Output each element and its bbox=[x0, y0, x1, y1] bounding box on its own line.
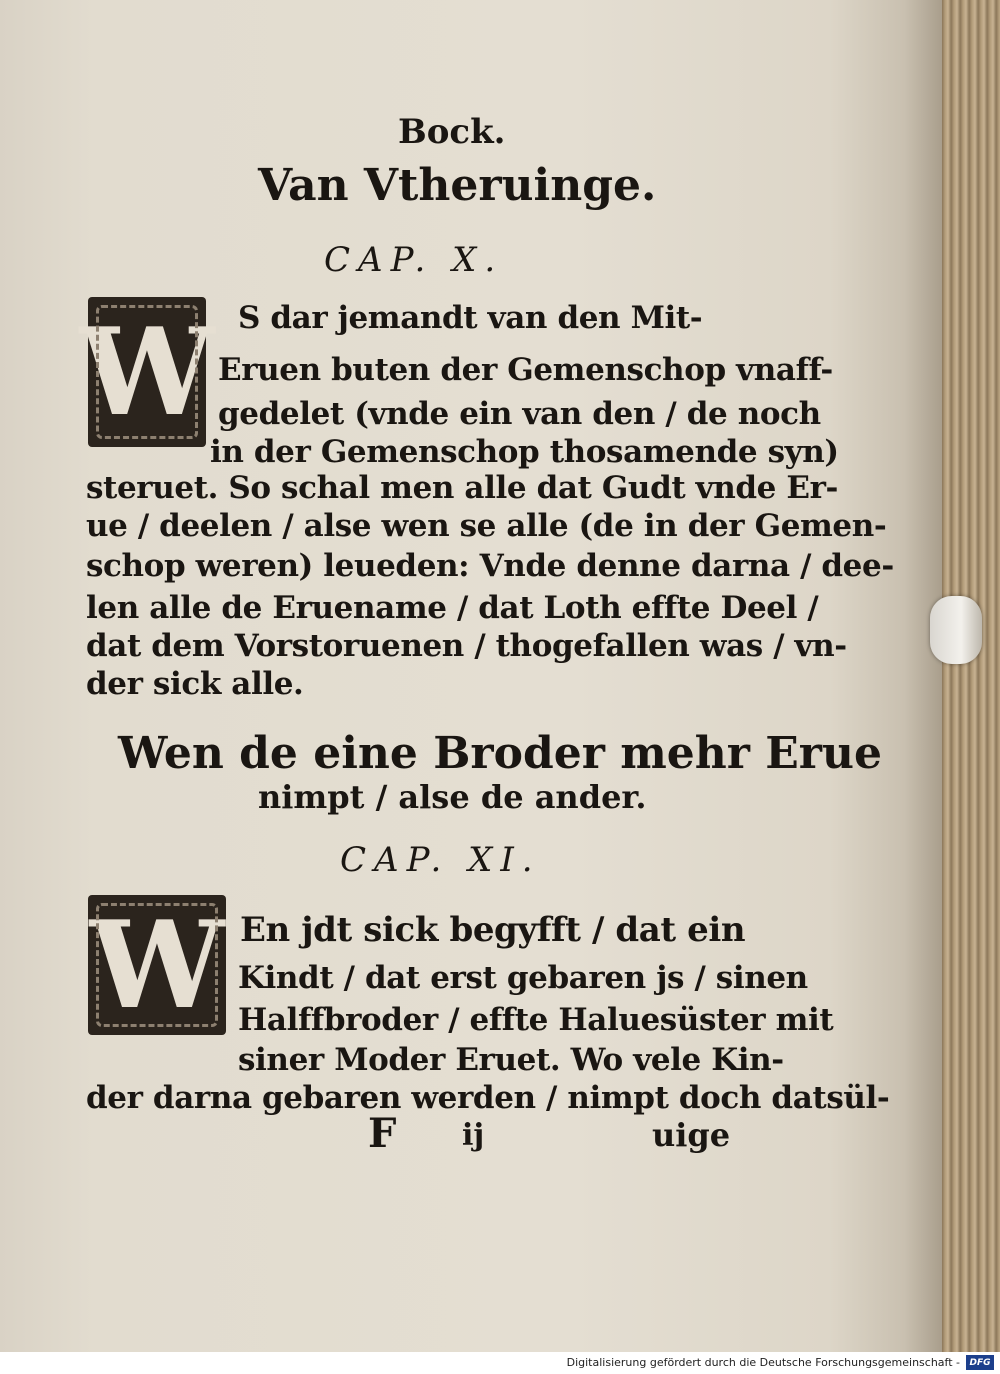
text-line: steruet. So schal men alle dat Gudt vnde Er- bbox=[86, 470, 839, 506]
credit-bar bbox=[0, 1352, 1000, 1374]
text-line: dat dem Vorstoruenen / thogefallen was / vn- bbox=[86, 628, 847, 664]
dfg-logo: DFG bbox=[966, 1355, 994, 1370]
chapter-heading: CAP. XI. bbox=[340, 840, 541, 880]
running-head: Bock. bbox=[398, 112, 506, 152]
text-line: len alle de Eruename / dat Loth effte Deel / bbox=[86, 590, 819, 626]
text-line: der sick alle. bbox=[86, 666, 304, 702]
text-line: Halffbroder / effte Haluesüster mit bbox=[238, 1002, 834, 1038]
text-line: in der Gemenschop thosamende syn) bbox=[210, 434, 839, 470]
section-title: Wen de eine Broder mehr Erue bbox=[118, 728, 882, 779]
credit-text: Digitalisierung gefördert durch die Deutsche Forschungsgemeinschaft - bbox=[566, 1356, 960, 1369]
text-line: ue / deelen / alse wen se alle (de in der Gemen- bbox=[86, 508, 887, 544]
decorated-initial bbox=[79, 297, 215, 447]
signature-letter: F bbox=[368, 1110, 397, 1157]
text-line: der darna gebaren werden / nimpt doch datsül- bbox=[86, 1080, 890, 1116]
signature-number: ij bbox=[462, 1118, 485, 1153]
page-edges bbox=[942, 0, 1000, 1352]
text-line: S dar jemandt van den Mit- bbox=[238, 300, 703, 336]
decorated-initial bbox=[88, 895, 226, 1035]
initial-ornament bbox=[96, 903, 218, 1027]
text-line: En jdt sick begyfft / dat ein bbox=[240, 910, 746, 950]
initial-letter: W bbox=[89, 894, 225, 1036]
text-line: schop weren) leueden: Vnde denne darna / dee- bbox=[86, 548, 894, 584]
section-subtitle: nimpt / alse de ander. bbox=[258, 778, 647, 816]
text-line: Eruen buten der Gemenschop vnaff- bbox=[218, 352, 833, 388]
text-line: siner Moder Eruet. Wo vele Kin- bbox=[238, 1042, 784, 1078]
clasp bbox=[930, 596, 982, 664]
initial-ornament bbox=[96, 305, 198, 439]
text-line: Kindt / dat erst gebaren js / sinen bbox=[238, 960, 808, 996]
initial-letter: W bbox=[79, 301, 215, 443]
section-title: Van Vtheruinge. bbox=[258, 160, 657, 211]
chapter-heading: CAP. X. bbox=[324, 240, 504, 280]
catchword: uige bbox=[652, 1116, 731, 1154]
text-line: gedelet (vnde ein van den / de noch bbox=[218, 396, 821, 432]
